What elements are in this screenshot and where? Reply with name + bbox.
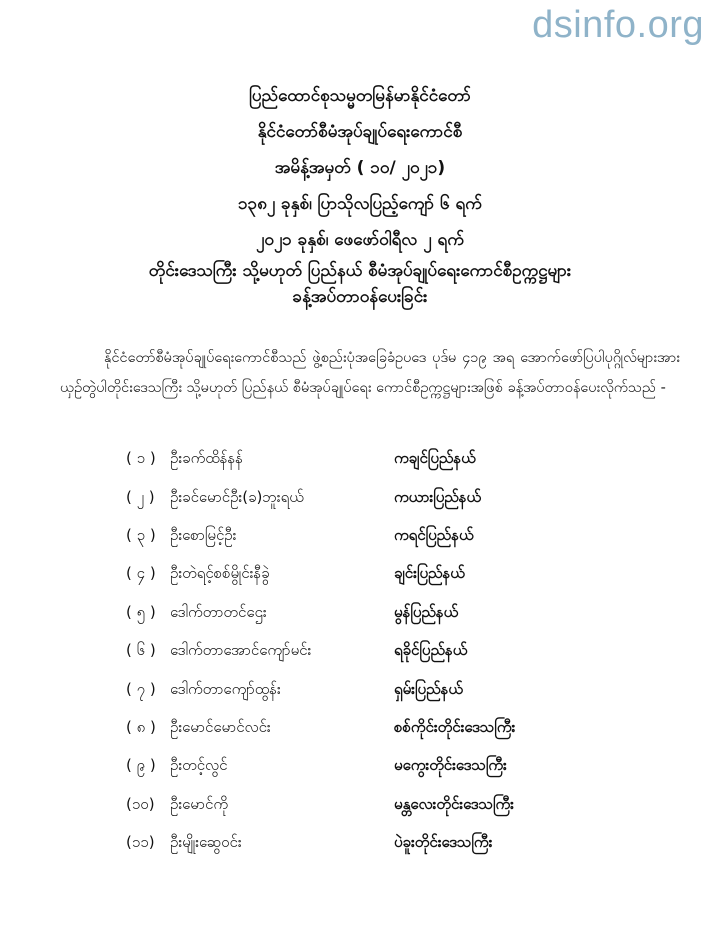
council-title: နိုင်ငံတော်စီမံအုပ်ချုပ်ရေးကောင်စီ: [257, 122, 463, 142]
person-name: ဦးတင့်လွင်: [170, 756, 228, 775]
item-number: ( ၇ ): [126, 679, 156, 698]
person-name: ဦးမျိုးဆွေဝင်း: [170, 833, 242, 852]
person-name: ဒေါက်တာကျော်ထွန်း: [170, 679, 281, 698]
person-name: ဦးစောမြင့်ဦး: [170, 525, 237, 544]
item-number: ( ၃ ): [126, 525, 156, 544]
watermark-text: dsinfo.org: [532, 4, 704, 46]
subject-line-2: ခန့်အပ်တာဝန်ပေးခြင်း: [292, 287, 428, 307]
region-name: ကချင်ပြည်နယ်: [394, 449, 476, 468]
item-number: ( ၄ ): [126, 564, 156, 583]
list-item: [126, 441, 686, 479]
item-number: (၁၀): [126, 794, 155, 813]
list-item: [126, 787, 686, 825]
region-name: စစ်ကိုင်းတိုင်းဒေသကြီး: [394, 717, 516, 736]
paragraph-text: နိုင်ငံတော်စီမံအုပ်ချုပ်ရေးကောင်စီသည် ဖွဲ့စည်းပုံအခြေခံဥပဒေ ပုဒ်မ ၄၁၉ အရ အောက်ဖော်ပြပါပုဂ္ဂိုလ်များအား ယှဉ်တွဲပါတိုင်းဒေသကြီး သို့မဟုတ် ပြည်နယ် စီမံအုပ်ချုပ်ရေး ကောင်စီဥက္ကဋ္ဌများအဖြစ် ခန့်အပ်တာဝန်ပေးလိုက်သည် -: [60, 350, 680, 396]
region-name: မွန်ပြည်နယ်: [394, 602, 459, 621]
myanmar-date: ၁၃၈၂ ခုနှစ်၊ ပြာသိုလပြည့်ကျော် ၆ ရက်: [238, 194, 482, 214]
person-name: ဒေါက်တာတင်ဌေး: [170, 602, 267, 621]
item-number: ( ၉ ): [126, 756, 156, 775]
document-header: [0, 78, 720, 310]
list-item: [126, 825, 686, 863]
region-name: မန္တလေးတိုင်းဒေသကြီး: [394, 794, 514, 813]
item-number: ( ၂ ): [126, 487, 155, 506]
item-number: ( ၁ ): [126, 449, 156, 468]
region-name: ရခိုင်ပြည်နယ်: [394, 641, 468, 660]
appointment-list: [126, 441, 686, 863]
list-item: [126, 748, 686, 786]
gregorian-date: ၂၀၂၁ ခုနှစ်၊ ဖေဖော်ဝါရီလ ၂ ရက်: [256, 230, 464, 250]
list-item: [126, 518, 686, 556]
item-number: ( ၅ ): [126, 602, 156, 621]
region-name: မကွေးတိုင်းဒေသကြီး: [394, 756, 507, 775]
country-title: ပြည်ထောင်စုသမ္မတမြန်မာနိုင်ငံတော်: [249, 86, 471, 106]
region-name: ရှမ်းပြည်နယ်: [394, 679, 463, 698]
list-item: [126, 671, 686, 709]
list-item: [126, 479, 686, 517]
region-name: ချင်းပြည်နယ်: [394, 564, 465, 583]
region-name: ကယားပြည်နယ်: [394, 487, 482, 506]
region-name: ကရင်ပြည်နယ်: [394, 525, 474, 544]
order-number: အမိန့်အမှတ် ( ၁၀/ ၂၀၂၁): [274, 158, 446, 178]
person-name: ဦးမောင်မောင်လင်း: [170, 717, 271, 736]
list-item: [126, 556, 686, 594]
person-name: ဦးမောင်ကို: [170, 794, 229, 813]
person-name: ဦးတဲရင့်စစ်မွိုင်းနီခွဲ: [170, 564, 270, 583]
list-item: [126, 710, 686, 748]
person-name: ဦးခင်မောင်ဦး(ခ)ဘူးရယ်: [170, 487, 304, 506]
person-name: ဒေါက်တာအောင်ကျော်မင်း: [170, 641, 312, 660]
list-item: [126, 595, 686, 633]
list-item: [126, 633, 686, 671]
body-paragraph: [60, 343, 680, 403]
region-name: ပဲခူးတိုင်းဒေသကြီး: [394, 833, 493, 852]
item-number: (၁၁): [126, 833, 155, 852]
subject-line-1: တိုင်းဒေသကြီး သို့မဟုတ် ပြည်နယ် စီမံအုပ်ချုပ်ရေးကောင်စီဥက္ကဋ္ဌများ: [148, 261, 572, 281]
person-name: ဦးခက်ထိန်နန်: [170, 449, 244, 468]
item-number: ( ၈ ): [126, 717, 156, 736]
item-number: ( ၆ ): [126, 641, 156, 660]
